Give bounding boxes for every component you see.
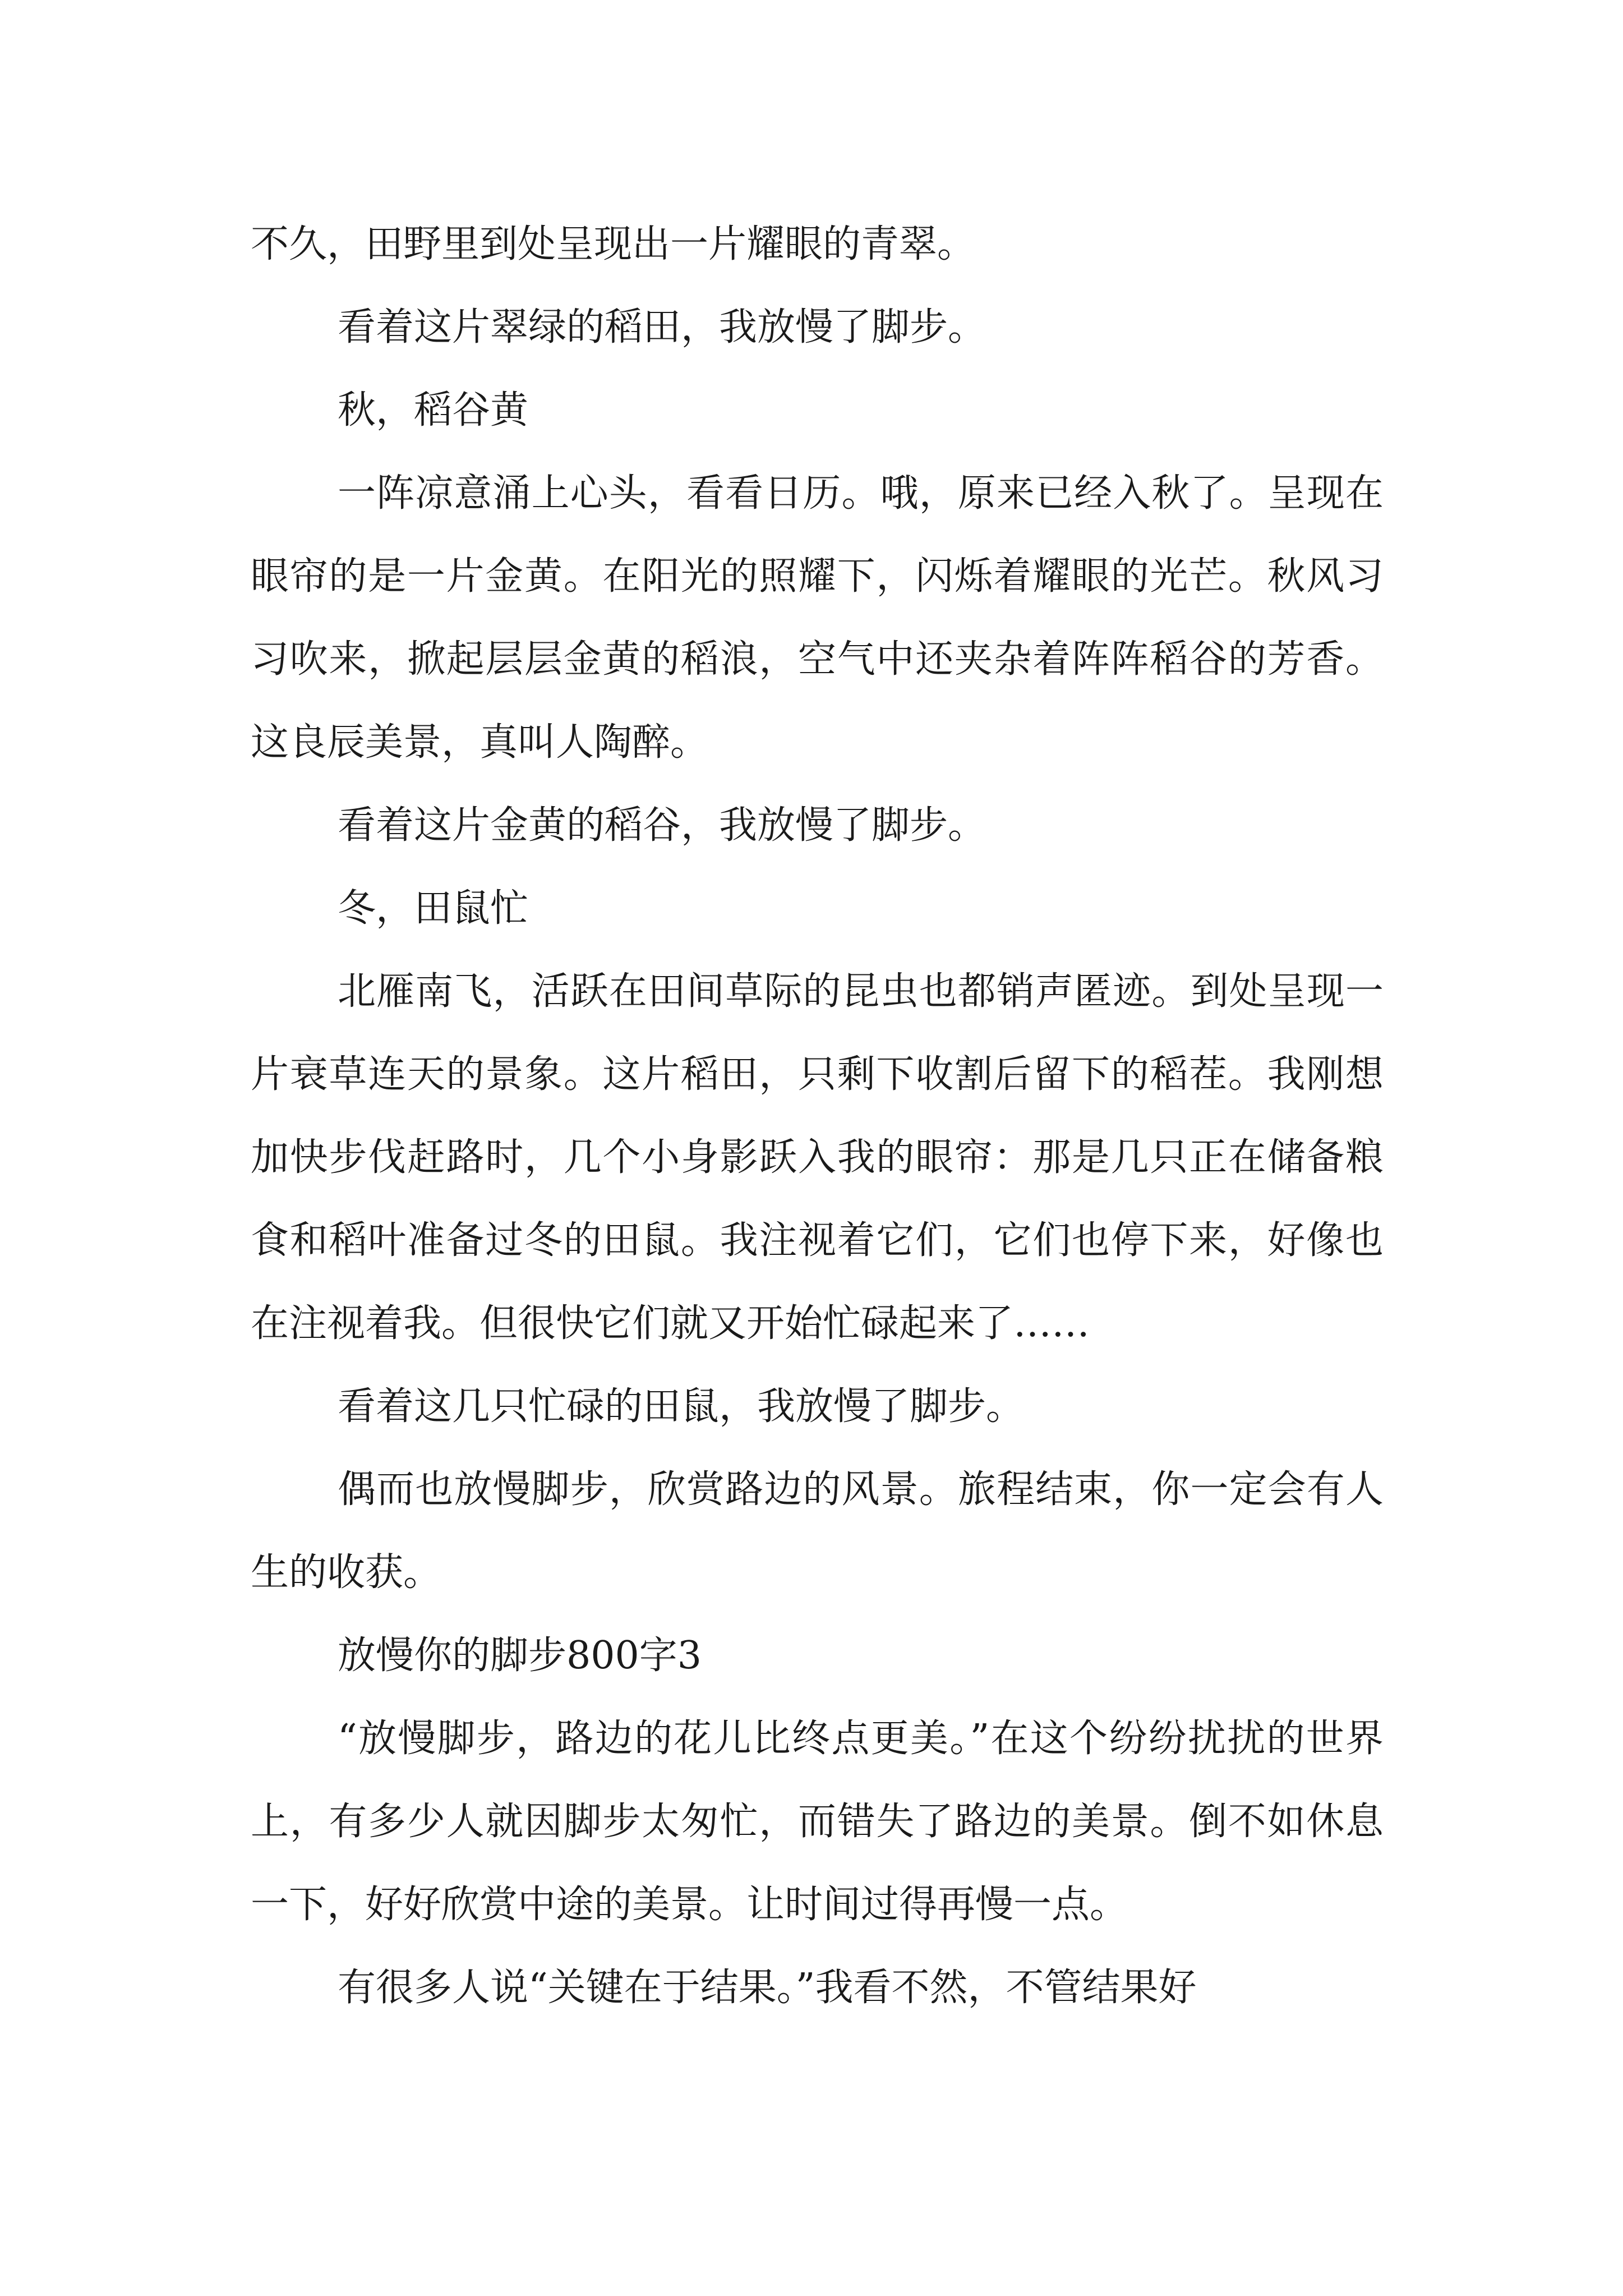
paragraph-2: 看着这片翠绿的稻田，我放慢了脚步。 (338, 305, 986, 349)
paragraph-essay3-intro: “放慢脚步，路边的花儿比终点更美。”在这个纷纷扰扰的世界上，有多少人就因脚步太匆忙，而错失了路边的美景。倒不如休息一下，好好欣赏中途的美景。让时间过得再慢一点。 (251, 1717, 1384, 1927)
paragraph-autumn-closing: 看着这片金黄的稻谷，我放慢了脚步。 (338, 803, 986, 848)
paragraph-conclusion: 偶而也放慢脚步，欣赏路边的风景。旅程结束，你一定会有人生的收获。 (251, 1467, 1384, 1595)
paragraph-autumn: 一阵凉意涌上心头，看看日历。哦，原来已经入秋了。呈现在眼帘的是一片金黄。在阳光的照耀下，闪烁着耀眼的光芒。秋风习习吹来，掀起层层金黄的稻浪，空气中还夹杂着阵阵稻谷的芳香。这良辰美景，真叫人陶醉。 (251, 471, 1384, 765)
paragraph-winter: 北雁南飞，活跃在田间草际的昆虫也都销声匿迹。到处呈现一片衰草连天的景象。这片稻田，只剩下收割后留下的稻茬。我刚想加快步伐赶路时，几个小身影跃入我的眼帘：那是几只正在储备粮食和稻叶准备过冬的田鼠。我注视着它们，它们也停下来，好像也在注视着我。但很快它们就又开始忙碌起来了…… (251, 969, 1384, 1346)
paragraph-winter-closing: 看着这几只忙碌的田鼠，我放慢了脚步。 (338, 1384, 1025, 1429)
paragraph-essay3-second: 有很多人说“关键在于结果。”我看不然，不管结果好 (338, 1966, 1197, 2010)
section-heading-autumn: 秋，稻谷黄 (338, 388, 529, 432)
document-body (251, 203, 1384, 2030)
section-heading-winter: 冬，田鼠忙 (338, 886, 529, 931)
paragraph-1: 不久，田野里到处呈现出一片耀眼的青翠。 (251, 222, 976, 266)
essay-title-3: 放慢你的脚步800字3 (338, 1634, 702, 1678)
